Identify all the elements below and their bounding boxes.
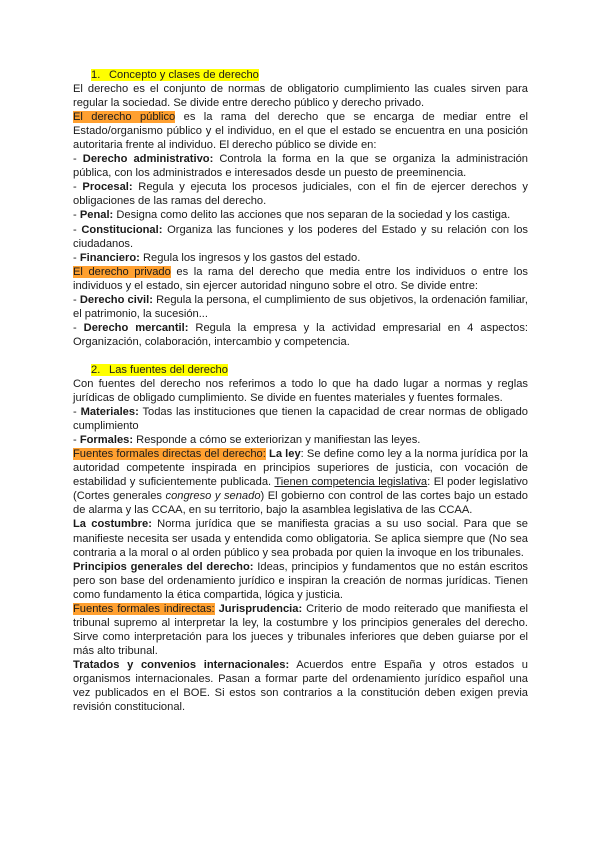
section-1-title: Concepto y clases de derecho bbox=[109, 69, 259, 81]
section-1-number: 1. bbox=[91, 69, 101, 81]
list-term: Derecho civil: bbox=[79, 293, 153, 306]
la-ley-text-2: : El poder legislativo (Cortes generales bbox=[73, 476, 528, 503]
list-item bbox=[73, 293, 528, 321]
list-item bbox=[73, 152, 528, 180]
costumbre-text: Norma jurídica que se manifiesta gracias a su uso social. Para que se manifieste necesita ser usada y entendida como obligatoria. Se aplica siempre que (No sea contraria a la moral o al orden público y sea probada por quien la invoque en los tribunales. bbox=[73, 518, 528, 559]
principios-term: Principios generales del derecho: bbox=[73, 560, 254, 573]
section-2-title: Las fuentes del derecho bbox=[109, 363, 228, 376]
list-item bbox=[73, 180, 528, 208]
list-text: Responde a cómo se exteriorizan y manifiestan las leyes. bbox=[133, 434, 421, 447]
jurisprudencia-text: Criterio de modo reiterado que manifiesta el tribunal supremo al interpretar la ley, la costumbre y los principios generales del derecho. Sirve como interpretación para los jueces y tribunales inferiores que deben guiarse por el más alto tribunal. bbox=[73, 602, 528, 657]
list-term: Derecho administrativo: bbox=[82, 153, 214, 166]
la-ley-text-3: ) El gobierno con control de las cortes bajo un estado de alarma y las CCAA, en su territorio, bajo la asamblea legislativa de las CCAA. bbox=[73, 490, 529, 517]
list-prefix: - bbox=[73, 223, 82, 236]
principios-text: Ideas, principios y fundamentos que no están escritos pero son base del ordenamiento jurídico e inspiran la creación de normas jurídicas. Tienen como fundamento la ética compartida, lógica y justicia. bbox=[73, 560, 528, 601]
list-prefix: - bbox=[73, 321, 84, 334]
section-2-number: 2. bbox=[91, 363, 101, 376]
costumbre-term: La costumbre: bbox=[73, 518, 152, 531]
list-prefix: - bbox=[73, 251, 80, 264]
derecho-publico-paragraph bbox=[73, 110, 528, 152]
list-text: Todas las instituciones que tienen la capacidad de crear normas de obligado cumplimiento bbox=[73, 406, 528, 433]
list-text: Organiza las funciones y los poderes del Estado y su relación con los ciudadanos. bbox=[73, 223, 528, 250]
list-term: Materiales: bbox=[80, 406, 139, 419]
document-page bbox=[73, 68, 528, 714]
derecho-publico-term: El derecho público bbox=[73, 111, 176, 124]
list-item bbox=[73, 208, 528, 222]
list-term: Formales: bbox=[79, 434, 134, 447]
list-item bbox=[73, 251, 528, 265]
section-gap bbox=[73, 349, 528, 363]
list-prefix: - bbox=[73, 406, 81, 419]
derecho-privado-term: El derecho privado bbox=[73, 265, 171, 278]
list-prefix: - bbox=[73, 181, 83, 194]
list-text: Regula y ejecuta los procesos judiciales, con el fin de ejercer derechos y obligaciones de las ramas del derecho. bbox=[73, 181, 528, 208]
list-text: Regula los ingresos y los gastos del estado. bbox=[139, 251, 361, 264]
tratados-term: Tratados y convenios internacionales: bbox=[73, 658, 290, 671]
tratados-paragraph bbox=[73, 658, 528, 714]
derecho-publico-text: es la rama del derecho que se encarga de mediar entre el Estado/organismo público y el individuo, en el que el estado se encuentra en una posición autoritaria frente al individuo. El derecho público se divide en: bbox=[73, 111, 528, 152]
fuentes-directas-label: Fuentes formales directas del derecho: bbox=[73, 448, 266, 461]
list-item bbox=[73, 433, 528, 447]
tratados-text: Acuerdos entre España y otros estados u organismos internacionales. Pasan a formar parte del ordenamiento jurídico español una vez publicados en el BOE. Si estos son contrarios a la constitución deben exigen previa revisión constitucional. bbox=[73, 658, 528, 714]
fuentes-indirectas-paragraph bbox=[73, 602, 528, 658]
list-term: Financiero: bbox=[79, 251, 140, 264]
list-item bbox=[73, 405, 528, 433]
congreso-senado-italic: congreso y senado bbox=[165, 490, 261, 503]
jurisprudencia-term: Jurisprudencia: bbox=[214, 602, 303, 615]
fuentes-indirectas-label: Fuentes formales indirectas: bbox=[73, 602, 215, 615]
section-2-heading bbox=[73, 363, 528, 377]
competencia-legislativa-underlined: Tienen competencia legislativa bbox=[274, 476, 428, 489]
list-term: Constitucional: bbox=[81, 223, 163, 236]
list-text: Designa como delito las acciones que nos separan de la sociedad y los castiga. bbox=[113, 209, 511, 222]
section-1-intro: El derecho es el conjunto de normas de obligatorio cumplimiento las cuales sirven para regular la sociedad. Se divide entre derecho público y derecho privado. bbox=[73, 83, 528, 110]
list-item bbox=[73, 223, 528, 251]
list-prefix: - bbox=[73, 153, 83, 166]
list-text: Regula la empresa y la actividad empresarial en 4 aspectos: Organización, colaboración, intercambio y competencia. bbox=[73, 321, 528, 348]
list-prefix: - bbox=[73, 209, 80, 222]
list-term: Derecho mercantil: bbox=[83, 321, 189, 334]
list-prefix: - bbox=[73, 293, 80, 306]
la-ley-text: : Se define como ley a la norma jurídica por la autoridad competente inspirada en principios superiores de justicia, con vocación de estabilidad y suficientemente publicada. bbox=[73, 448, 528, 489]
list-item bbox=[73, 321, 528, 349]
list-prefix: - bbox=[73, 434, 80, 447]
list-text: Controla la forma en la que se organiza la administración pública, con los administrados e interesados desde un puesto de preeminencia. bbox=[73, 153, 529, 180]
costumbre-paragraph bbox=[73, 517, 528, 559]
derecho-privado-text: es la rama del derecho que media entre los individuos o entre los individuos y el estado, sin ejercer autoridad ninguno sobre el otro. Se divide entre: bbox=[73, 265, 528, 292]
list-term: Penal: bbox=[79, 209, 114, 222]
derecho-privado-paragraph bbox=[73, 265, 528, 293]
fuentes-directas-paragraph bbox=[73, 447, 528, 517]
list-text: Regula la persona, el cumplimiento de sus objetivos, la ordenación familiar, el patrimonio, la sucesión... bbox=[73, 293, 529, 320]
principios-paragraph bbox=[73, 560, 528, 602]
list-term: Procesal: bbox=[82, 181, 133, 194]
section-2-intro: Con fuentes del derecho nos referimos a todo lo que ha dado lugar a normas y reglas jurídicas de obligado cumplimiento. Se divide en fuentes materiales y fuentes formales. bbox=[73, 377, 528, 405]
la-ley-term: La ley bbox=[265, 448, 301, 461]
section-1-heading bbox=[73, 68, 528, 82]
